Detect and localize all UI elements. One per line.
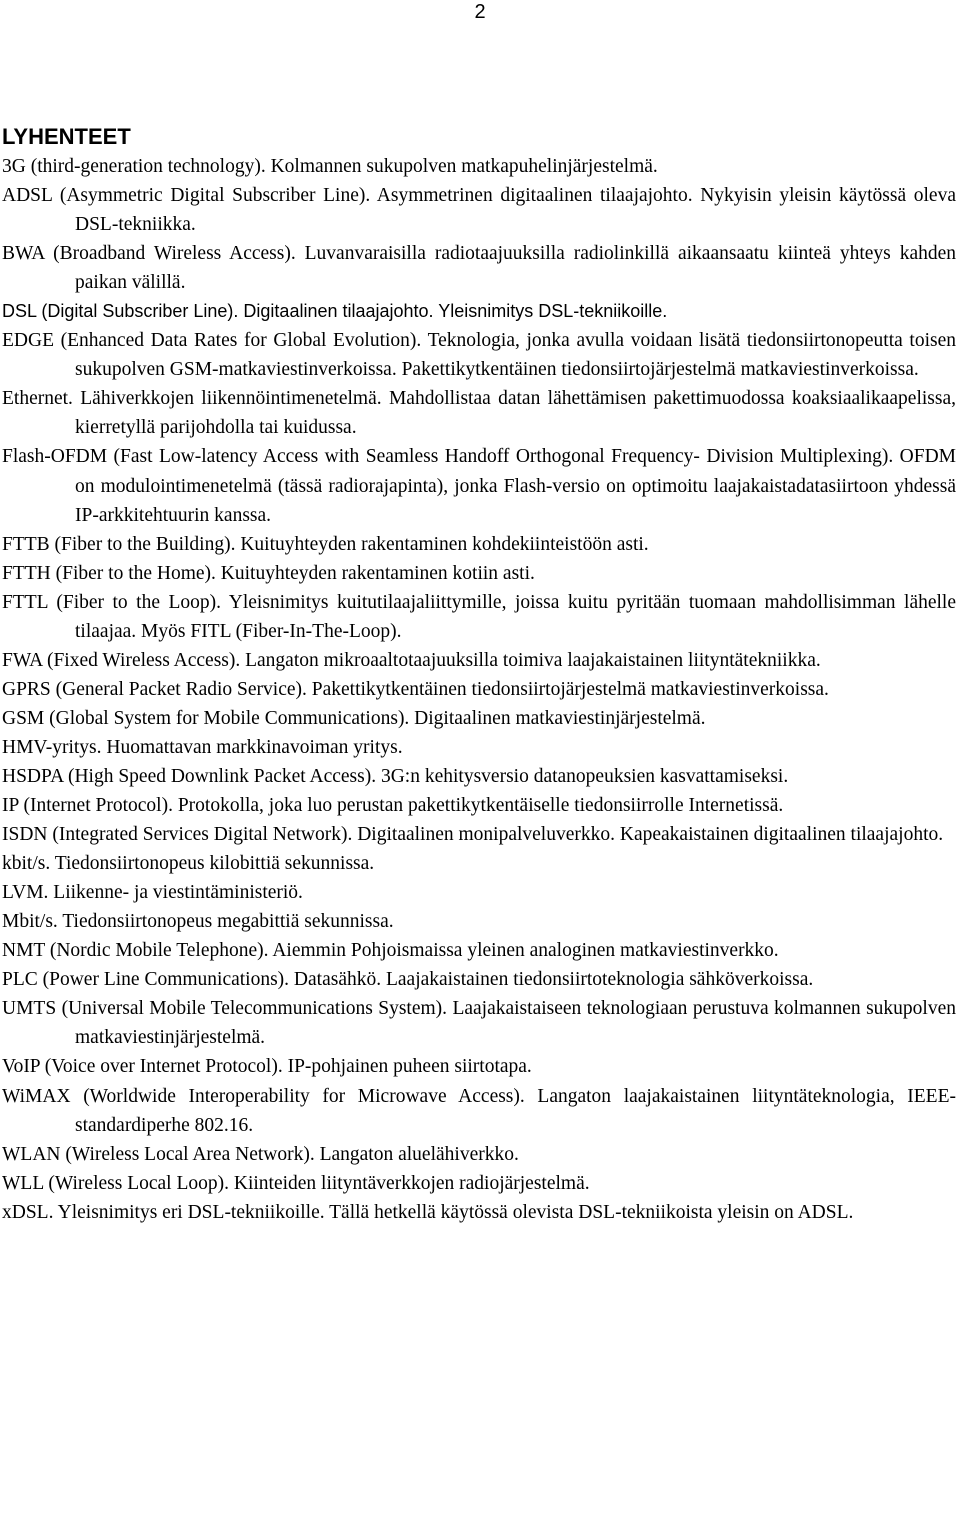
abbreviation-entry-wlan: WLAN (Wireless Local Area Network). Langaton aluelähiverkko. — [2, 1143, 519, 1165]
abbreviation-entry-umts: UMTS (Universal Mobile Telecommunications System). Laajakaistaiseen teknologiaan perustuva kolmannen sukupolven matkaviestinjärjestelmä. — [2, 998, 956, 1049]
abbreviation-entry-fttb: FTTB (Fiber to the Building). Kuituyhteyden rakentaminen kohdekiinteistöön asti. — [2, 533, 649, 555]
abbreviation-entry-adsl: ADSL (Asymmetric Digital Subscriber Line). Asymmetrinen digitaalinen tilaajajohto. Nykyisin yleisin käytössä oleva DSL-tekniikka. — [2, 185, 956, 236]
abbreviation-entry-kbits: kbit/s. Tiedonsiirtonopeus kilobittiä sekunnissa. — [2, 853, 375, 875]
abbreviation-entry-ip: IP (Internet Protocol). Protokolla, joka luo perustan pakettikytkentäiselle tiedonsiirrolle Internetissä. — [2, 795, 784, 817]
abbreviation-entry-wimax: WiMAX (Worldwide Interoperability for Microwave Access). Langaton laajakaistainen liityntäteknologia, IEEE-standardiperhe 802.16. — [2, 1085, 956, 1136]
abbreviation-entry-dsl: DSL (Digital Subscriber Line). Digitaalinen tilaajajohto. Yleisnimitys DSL-tekniikoille. — [2, 301, 668, 322]
abbreviation-entry-isdn: ISDN (Integrated Services Digital Network). Digitaalinen monipalveluverkko. Kapeakaistainen digitaalinen tilaajajohto. — [2, 824, 944, 846]
abbreviation-entry-hmv: HMV-yritys. Huomattavan markkinavoiman yritys. — [2, 736, 403, 758]
abbreviation-entry-flash-ofdm: Flash-OFDM (Fast Low-latency Access with Seamless Handoff Orthogonal Frequency- Division Multiplexing). OFDM on modulointimenetelmä (tässä radiorajapinta), jonka Flash-versio on optimoitu laajakaistadatasiirtoon yhdessä IP-arkkitehtuurin kanssa. — [2, 446, 956, 526]
page-number: 2 — [474, 1, 486, 23]
abbreviation-entry-plc: PLC (Power Line Communications). Datasähkö. Laajakaistainen tiedonsiirtoteknologia sähköverkoissa. — [2, 969, 814, 991]
abbreviation-entry-ethernet: Ethernet. Lähiverkkojen liikennöintimenetelmä. Mahdollistaa datan lähettämisen pakettimuodossa koaksiaalikaapelissa, kierretyllä parijohdolla tai kuidussa. — [2, 388, 956, 439]
abbreviation-entry-mbits: Mbit/s. Tiedonsiirtonopeus megabittiä sekunnissa. — [2, 911, 394, 933]
abbreviation-entry-edge: EDGE (Enhanced Data Rates for Global Evolution). Teknologia, jonka avulla voidaan lisätä tiedonsiirtonopeutta toisen sukupolven GSM-matkaviestinverkoissa. Pakettikytkentäinen tiedonsiirtojärjestelmä matkaviestinverkoissa. — [2, 330, 956, 381]
abbreviation-entry-lvm: LVM. Liikenne- ja viestintäministeriö. — [2, 882, 303, 904]
abbreviation-entry-gsm: GSM (Global System for Mobile Communications). Digitaalinen matkaviestinjärjestelmä. — [2, 707, 706, 729]
abbreviation-entry-hsdpa: HSDPA (High Speed Downlink Packet Access). 3G:n kehitysversio datanopeuksien kasvattamiseksi. — [2, 765, 789, 787]
abbreviation-entry-ftth: FTTH (Fiber to the Home). Kuituyhteyden rakentaminen kotiin asti. — [2, 562, 535, 584]
abbreviation-list — [2, 152, 956, 1227]
page-title: LYHENTEET — [2, 124, 131, 149]
abbreviation-entry-nmt: NMT (Nordic Mobile Telephone). Aiemmin Pohjoismaissa yleinen analoginen matkaviestinverkko. — [2, 940, 779, 962]
abbreviation-entry-fwa: FWA (Fixed Wireless Access). Langaton mikroaaltotaajuuksilla toimiva laajakaistainen liityntätekniikka. — [2, 649, 821, 671]
abbreviation-entry-3g: 3G (third-generation technology). Kolmannen sukupolven matkapuhelinjärjestelmä. — [2, 156, 658, 177]
abbreviation-entry-voip: VoIP (Voice over Internet Protocol). IP-pohjainen puheen siirtotapa. — [2, 1056, 532, 1078]
abbreviation-entry-bwa: BWA (Broadband Wireless Access). Luvanvaraisilla radiotaajuuksilla radiolinkillä aikaansaatu kiinteä yhteys kahden paikan välillä. — [2, 243, 956, 294]
abbreviation-entry-wll: WLL (Wireless Local Loop). Kiinteiden liityntäverkkojen radiojärjestelmä. — [2, 1172, 590, 1194]
abbreviation-entry-fttl: FTTL (Fiber to the Loop). Yleisnimitys kuitutilaajaliittymille, joissa kuitu pyritään tuomaan mahdollisimman lähelle tilaajaa. Myös FITL (Fiber-In-The-Loop). — [2, 591, 956, 642]
abbreviation-entry-xdsl: xDSL. Yleisnimitys eri DSL-tekniikoille. Tällä hetkellä käytössä olevista DSL-tekniikoista yleisin on ADSL. — [2, 1201, 854, 1223]
abbreviation-entry-gprs: GPRS (General Packet Radio Service). Pakettikytkentäinen tiedonsiirtojärjestelmä matkaviestinverkoissa. — [2, 678, 829, 700]
